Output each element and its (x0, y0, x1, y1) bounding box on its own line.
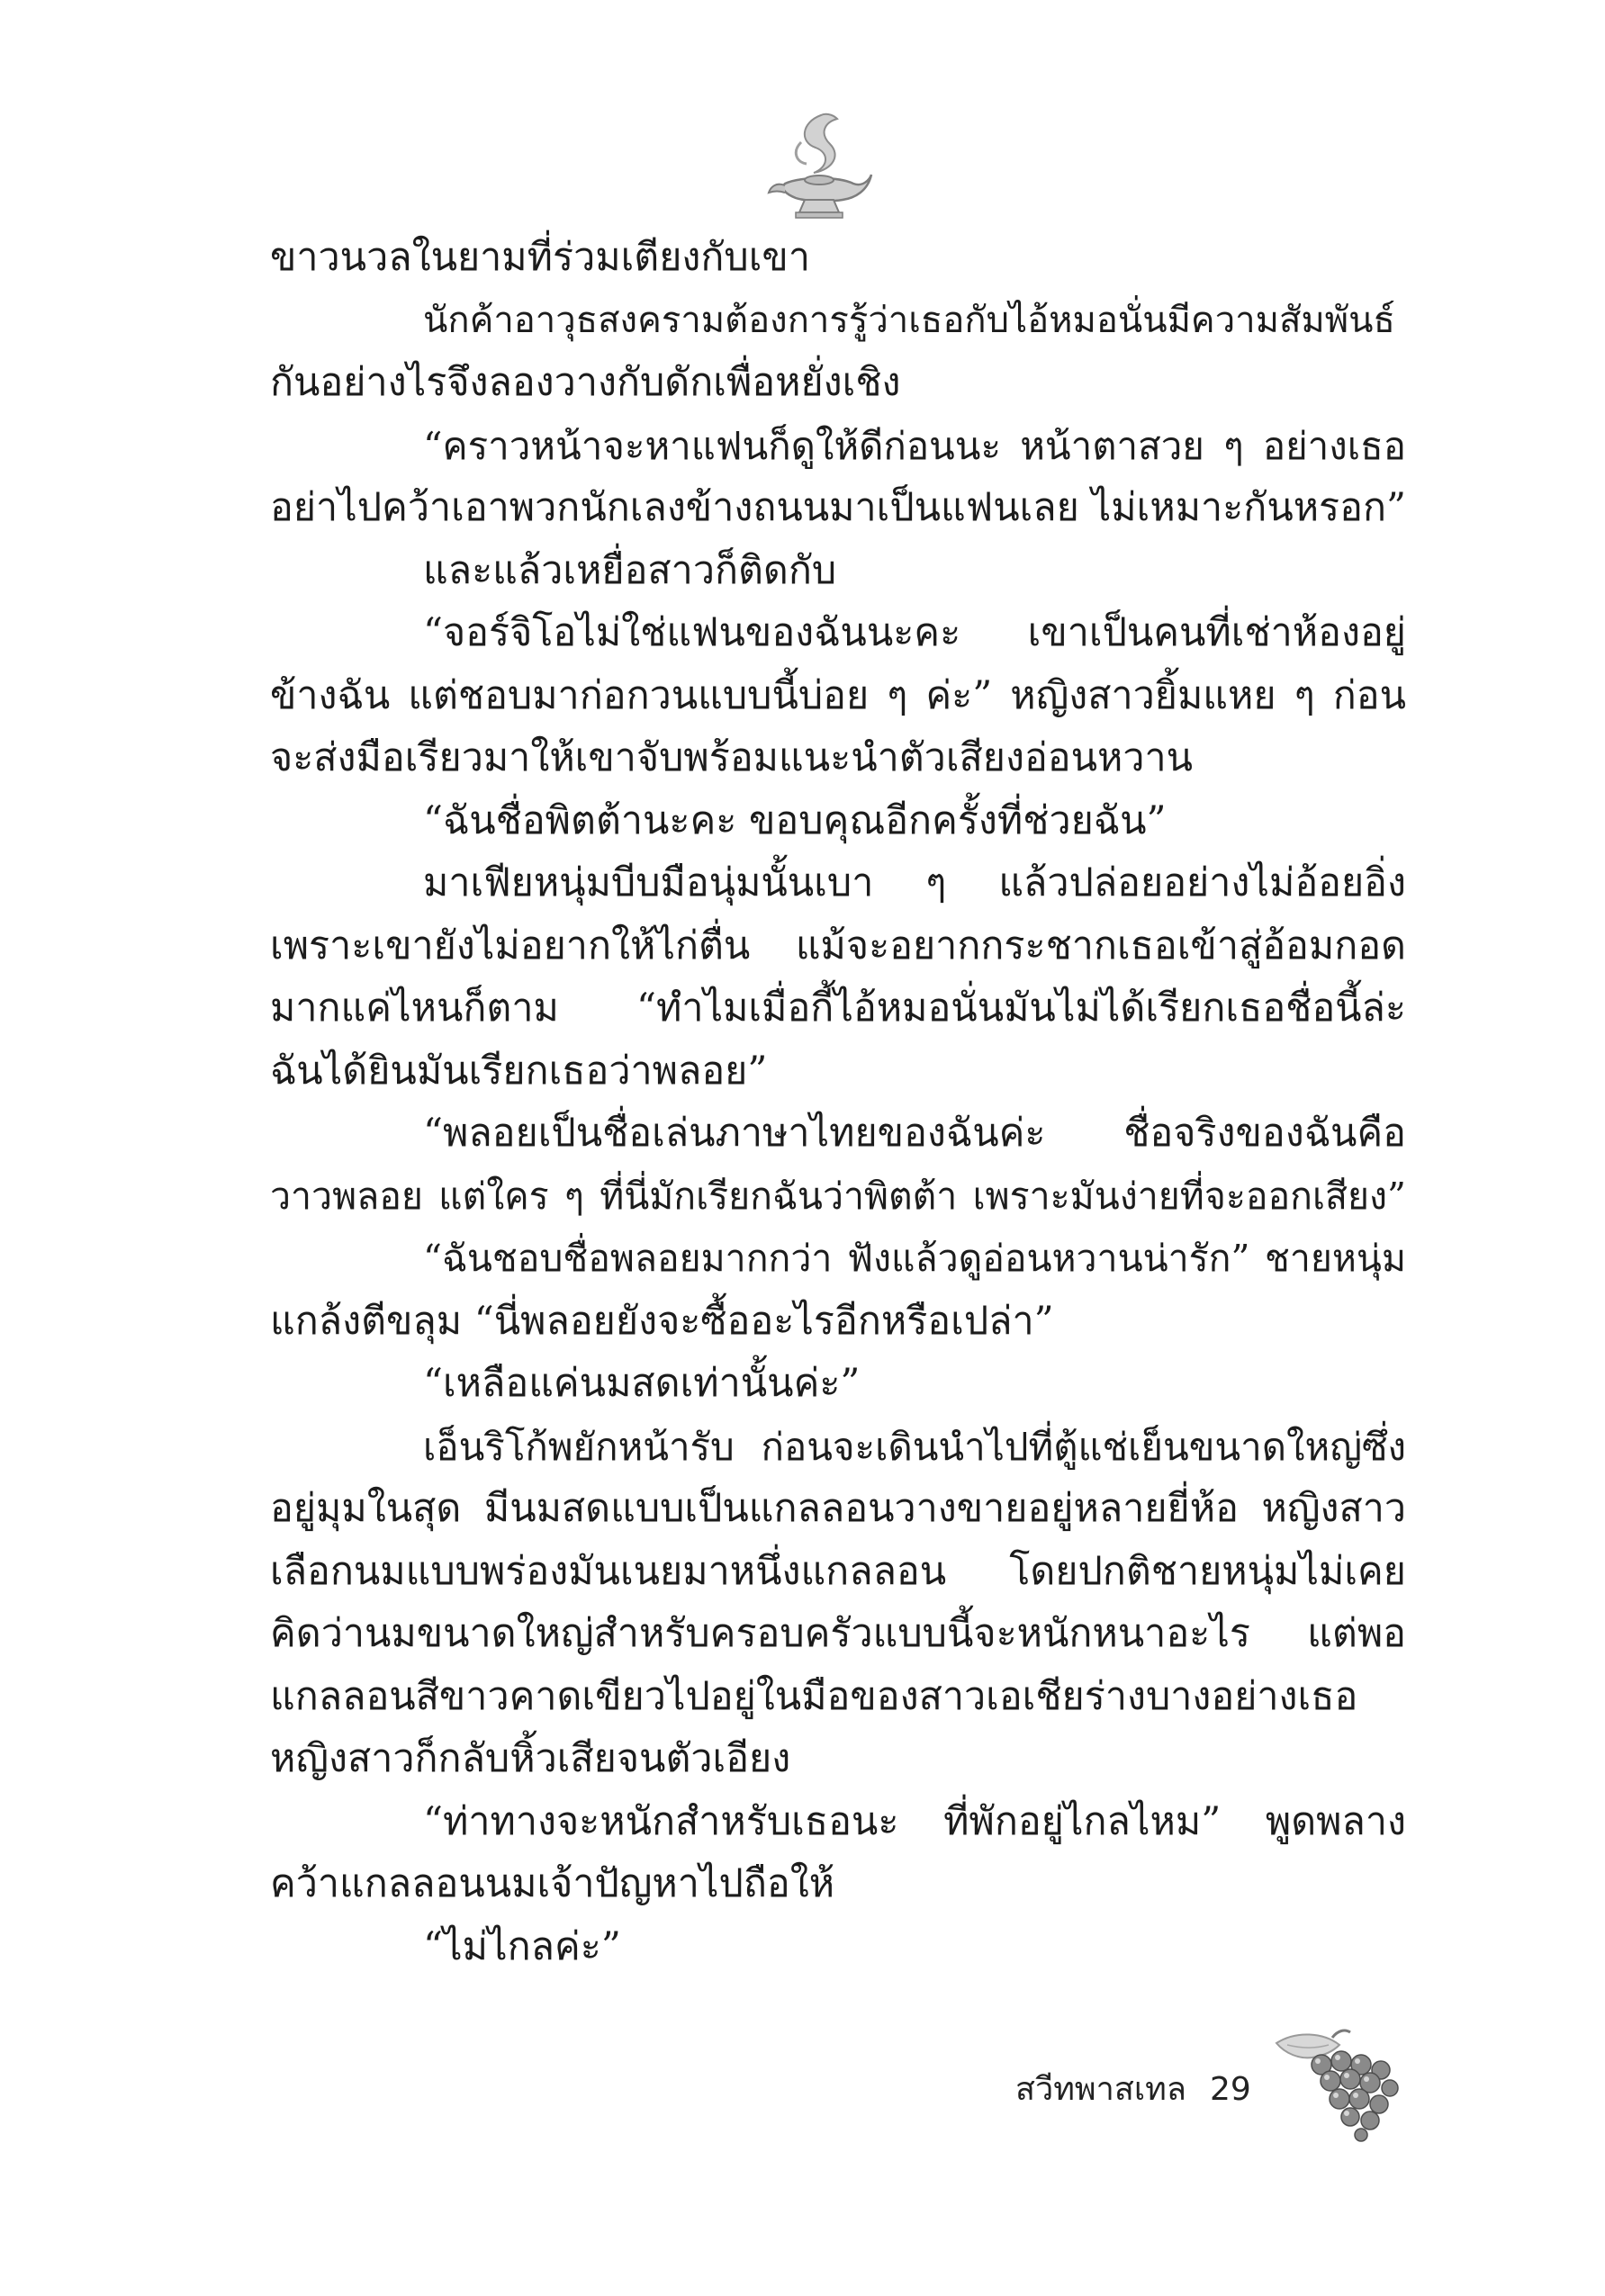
text-line: “ไม่ไกลค่ะ” (423, 1923, 621, 1969)
text-line: “ท่าทางจะหนักสำหรับเธอนะ ที่พักอยู่ไกลไหม” พูดพลาง (423, 1798, 1406, 1844)
text-line: วาวพลอย แต่ใคร ๆ ที่นี่มักเรียกฉันว่าพิตต้า เพราะมันง่ายที่จะออกเสียง” (270, 1174, 1406, 1218)
text-line: ฉันได้ยินมันเรียกเธอว่าพลอย” (270, 1048, 768, 1094)
genie-lamp-icon (765, 106, 873, 223)
text-line: “เหลือแค่นมสดเท่านั้นค่ะ” (423, 1361, 861, 1406)
text-line: อยู่มุมในสุด มีนมสดแบบเป็นแกลลอนวางขายอยู่หลายยี่ห้อ หญิงสาว (270, 1486, 1406, 1531)
grape-bunch-icon (1269, 2025, 1404, 2142)
text-line: “พลอยเป็นชื่อเล่นภาษาไทยของฉันค่ะ ชื่อจริงของฉันคือ (423, 1111, 1406, 1156)
text-line: เลือกนมแบบพร่องมันเนยมาหนึ่งแกลลอน โดยปกติชายหนุ่มไม่เคย (270, 1548, 1406, 1594)
text-line: นักค้าอาวุธสงครามต้องการรู้ว่าเธอกับไอ้หมอนั่นมีความสัมพันธ์ (423, 299, 1395, 341)
text-line: จะส่งมือเรียวมาให้เขาจับพร้อมแนะนำตัวเสียงอ่อนหวาน (270, 735, 1194, 780)
text-line: “ฉันชื่อพิตต้านะคะ ขอบคุณอีกครั้งที่ช่วยฉัน” (423, 797, 1167, 843)
text-line: หญิงสาวก็กลับหิ้วเสียจนตัวเอียง (270, 1736, 791, 1781)
text-line: ขาวนวลในยามที่ร่วมเตียงกับเขา (270, 235, 810, 280)
text-line: แกลลอนสีขาวคาดเขียวไปอยู่ในมือของสาวเอเชียร่างบางอย่างเธอ (270, 1673, 1358, 1719)
text-line: เอ็นริโก้พยักหน้ารับ ก่อนจะเดินนำไปที่ตู้แช่เย็นขนาดใหญ่ซึ่ง (423, 1424, 1406, 1469)
text-line: แกล้งตีขลุม “นี่พลอยยังจะซื้ออะไรอีกหรือเปล่า” (270, 1298, 1054, 1344)
text-line: “จอร์จิโอไม่ใช่แฟนของฉันนะคะ เขาเป็นคนที่เช่าห้องอยู่ (423, 610, 1406, 655)
body-text (270, 227, 1406, 1978)
text-line: “ฉันชอบชื่อพลอยมากกว่า ฟังแล้วดูอ่อนหวานน่ารัก” ชายหนุ่ม (423, 1237, 1406, 1280)
text-line: คว้าแกลลอนนมเจ้าปัญหาไปถือให้ (270, 1861, 835, 1906)
book-title: สวีทพาสเทล (1015, 2071, 1186, 2108)
text-line: “คราวหน้าจะหาแฟนก็ดูให้ดีก่อนนะ หน้าตาสวย ๆ อย่างเธอ (423, 423, 1406, 468)
text-line: และแล้วเหยื่อสาวก็ติดกับ (423, 547, 837, 593)
page-footer (1015, 2063, 1251, 2117)
text-line: เพราะเขายังไม่อยากให้ไก่ตื่น แม้จะอยากกระชากเธอเข้าสู่อ้อมกอด (270, 923, 1406, 968)
text-line: อย่าไปคว้าเอาพวกนักเลงข้างถนนมาเป็นแฟนเลย ไม่เหมาะกันหรอก” (270, 485, 1406, 530)
text-line: กันอย่างไรจึงลองวางกับดักเพื่อหยั่งเชิง (270, 360, 901, 405)
text-line: มาเฟียหนุ่มบีบมือนุ่มนั้นเบา ๆ แล้วปล่อยอย่างไม่อ้อยอิ่ง (423, 860, 1406, 905)
page-number: 29 (1209, 2071, 1251, 2108)
text-line: คิดว่านมขนาดใหญ่สำหรับครอบครัวแบบนี้จะหนักหนาอะไร แต่พอ (270, 1611, 1406, 1656)
text-line: มากแค่ไหนก็ตาม “ทำไมเมื่อกี้ไอ้หมอนั่นมันไม่ได้เรียกเธอชื่อนี้ล่ะ (270, 986, 1406, 1031)
text-line: ข้างฉัน แต่ชอบมาก่อกวนแบบนี้บ่อย ๆ ค่ะ” หญิงสาวยิ้มแหย ๆ ก่อน (270, 672, 1406, 718)
